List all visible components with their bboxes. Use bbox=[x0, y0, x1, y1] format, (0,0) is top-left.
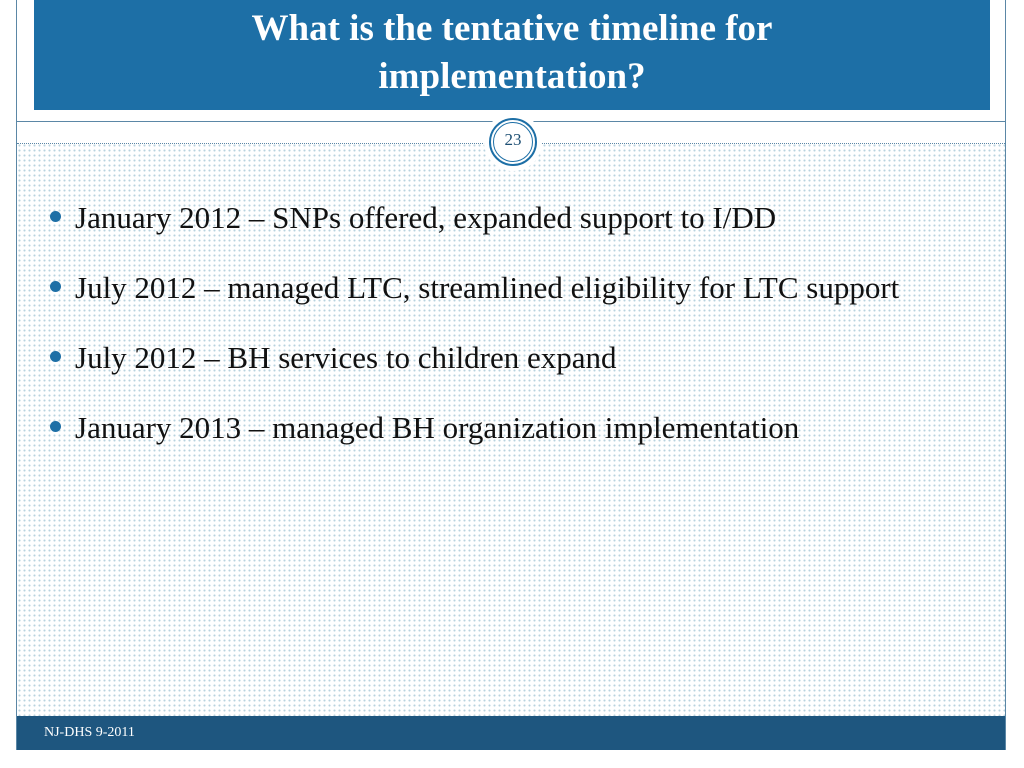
bullet-icon bbox=[50, 351, 61, 362]
bullet-icon bbox=[50, 211, 61, 222]
page-number: 23 bbox=[493, 122, 533, 162]
slide-body bbox=[44, 188, 974, 468]
slide-title-line-2: implementation? bbox=[378, 56, 646, 97]
bullet-text: July 2012 – managed LTC, streamlined eligibility for LTC support bbox=[75, 270, 900, 305]
bullet-text: January 2013 – managed BH organization implementation bbox=[75, 410, 800, 445]
bullet-item bbox=[44, 258, 974, 318]
bullet-icon bbox=[50, 421, 61, 432]
bullet-item bbox=[44, 188, 974, 248]
slide-title-line-1: What is the tentative timeline for bbox=[251, 8, 773, 49]
bullet-item bbox=[44, 398, 974, 458]
footer-bar bbox=[17, 716, 1005, 750]
page-number-ring bbox=[489, 118, 537, 166]
bullet-list bbox=[44, 188, 974, 458]
bullet-icon bbox=[50, 281, 61, 292]
title-bar bbox=[34, 0, 990, 110]
bullet-text: July 2012 – BH services to children expand bbox=[75, 340, 617, 375]
bullet-text: January 2012 – SNPs offered, expanded support to I/DD bbox=[75, 200, 777, 235]
slide-title bbox=[252, 5, 773, 101]
footer-text: NJ-DHS 9-2011 bbox=[44, 725, 135, 740]
bullet-item bbox=[44, 328, 974, 388]
page-number-badge bbox=[484, 113, 542, 171]
